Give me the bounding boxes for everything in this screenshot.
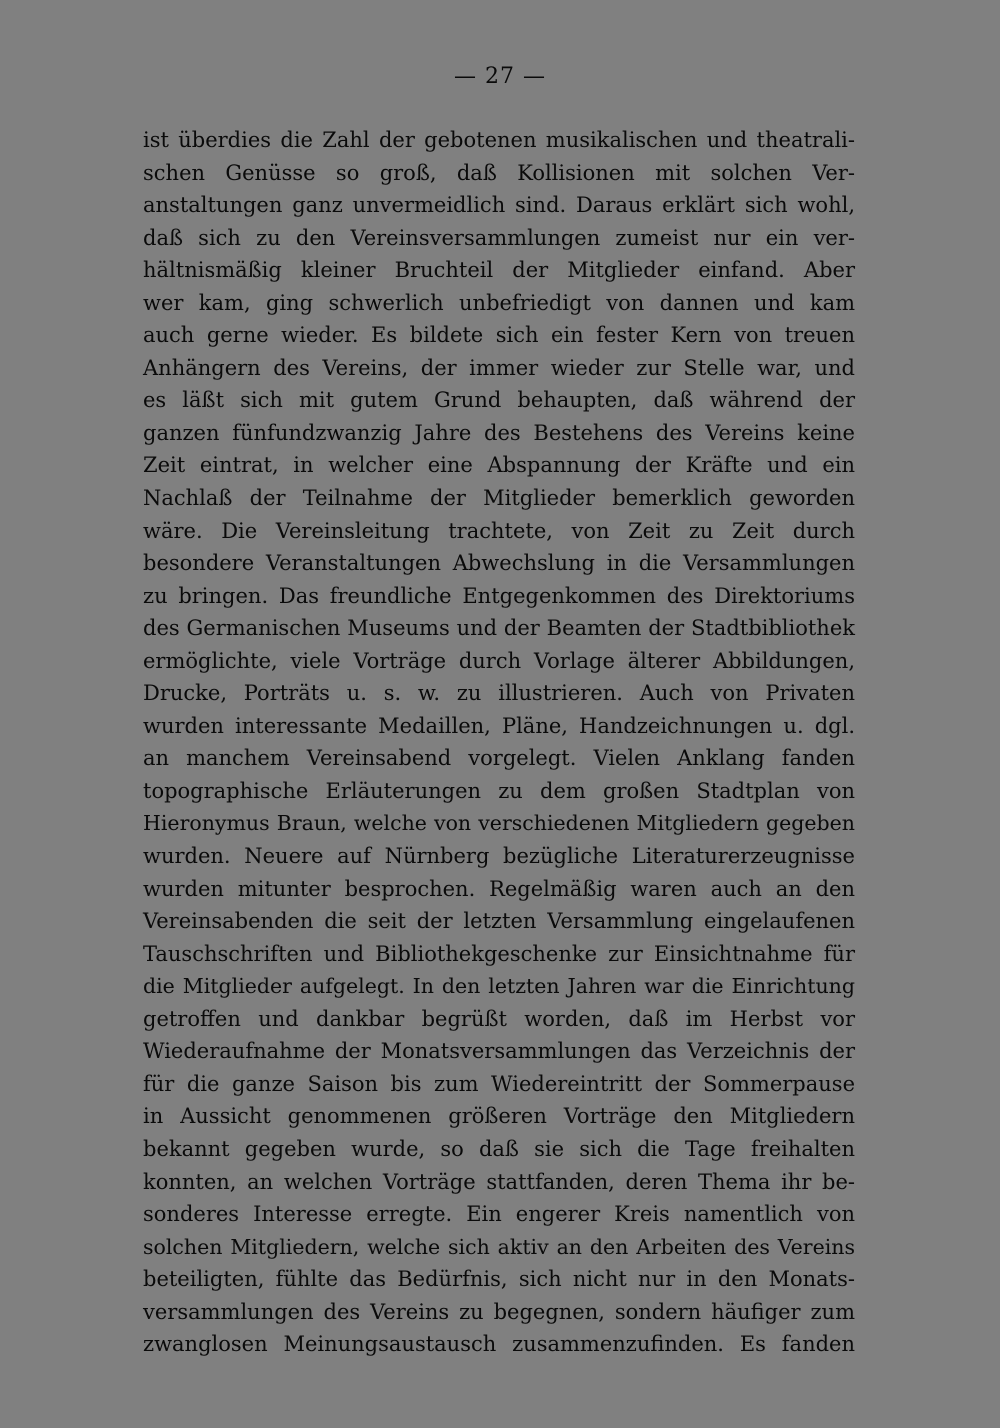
- text-line: ist überdies die Zahl der gebotenen musikalischen und theatrali-: [143, 128, 855, 152]
- text-line: ganzen fünfundzwanzig Jahre des Bestehens des Vereins keine: [143, 420, 855, 445]
- text-line: topographische Erläuterungen zu dem großen Stadtplan von: [143, 778, 855, 803]
- text-line: Tauschschriften und Bibliothekgeschenke zur Einsichtnahme für: [143, 941, 855, 966]
- text-line: versammlungen des Vereins zu begegnen, sondern häufiger zum: [143, 1299, 855, 1324]
- text-line: bekannt gegeben wurde, so daß sie sich die Tage freihalten: [143, 1136, 855, 1161]
- text-line: getroffen und dankbar begrüßt worden, daß im Herbst vor: [143, 1006, 855, 1031]
- body-text: [143, 124, 855, 1361]
- text-line: konnten, an welchen Vorträge stattfanden, deren Thema ihr be-: [143, 1169, 855, 1194]
- text-line: daß sich zu den Vereinsversammlungen zumeist nur ein ver-: [143, 225, 855, 250]
- text-line: Hieronymus Braun, welche von verschiedenen Mitgliedern gegeben: [143, 811, 855, 836]
- text-line: an manchem Vereinsabend vorgelegt. Vielen Anklang fanden: [143, 746, 855, 771]
- text-line: besondere Veranstaltungen Abwechslung in die Versammlungen: [143, 551, 855, 576]
- text-line: zwanglosen Meinungsaustausch zusammenzufinden. Es fanden: [143, 1332, 855, 1357]
- text-line: anstaltungen ganz unvermeidlich sind. Daraus erklärt sich wohl,: [143, 193, 855, 218]
- text-line: zu bringen. Das freundliche Entgegenkommen des Direktoriums: [143, 583, 855, 608]
- text-line: wurden mitunter besprochen. Regelmäßig waren auch an den: [143, 876, 855, 901]
- text-line: Nachlaß der Teilnahme der Mitglieder bemerklich geworden: [143, 486, 855, 511]
- text-line: hältnismäßig kleiner Bruchteil der Mitglieder einfand. Aber: [143, 258, 855, 283]
- text-line: in Aussicht genommenen größeren Vorträge den Mitgliedern: [143, 1104, 855, 1129]
- text-line: wurden interessante Medaillen, Pläne, Handzeichnungen u. dgl.: [143, 713, 855, 738]
- text-line: Vereinsabenden die seit der letzten Versammlung eingelaufenen: [143, 909, 855, 934]
- page-number: — 27 —: [454, 64, 546, 89]
- text-line: wurden. Neuere auf Nürnberg bezügliche Literaturerzeugnisse: [143, 844, 855, 869]
- text-line: Zeit eintrat, in welcher eine Abspannung der Kräfte und ein: [143, 453, 855, 478]
- text-line: schen Genüsse so groß, daß Kollisionen mit solchen Ver-: [143, 160, 855, 185]
- text-line: wäre. Die Vereinsleitung trachtete, von Zeit zu Zeit durch: [143, 518, 855, 543]
- text-line: ermöglichte, viele Vorträge durch Vorlage älterer Abbildungen,: [143, 648, 855, 673]
- text-line: Drucke, Porträts u. s. w. zu illustrieren. Auch von Privaten: [143, 681, 855, 706]
- text-line: solchen Mitgliedern, welche sich aktiv an den Arbeiten des Vereins: [143, 1234, 855, 1259]
- text-line: Wiederaufnahme der Monatsversammlungen das Verzeichnis der: [143, 1039, 855, 1064]
- text-line: Anhängern des Vereins, der immer wieder zur Stelle war, und: [143, 355, 855, 380]
- text-line: es läßt sich mit gutem Grund behaupten, daß während der: [143, 388, 855, 413]
- text-line: für die ganze Saison bis zum Wiedereintritt der Sommerpause: [143, 1071, 855, 1096]
- text-line: des Germanischen Museums und der Beamten der Stadtbibliothek: [143, 616, 855, 641]
- text-line: beteiligten, fühlte das Bedürfnis, sich nicht nur in den Monats-: [143, 1267, 855, 1292]
- text-line: sonderes Interesse erregte. Ein engerer Kreis namentlich von: [143, 1202, 855, 1227]
- text-line: auch gerne wieder. Es bildete sich ein fester Kern von treuen: [143, 323, 855, 348]
- text-line: die Mitglieder aufgelegt. In den letzten Jahren war die Einrichtung: [143, 974, 855, 999]
- text-line: wer kam, ging schwerlich unbefriedigt von dannen und kam: [143, 290, 855, 315]
